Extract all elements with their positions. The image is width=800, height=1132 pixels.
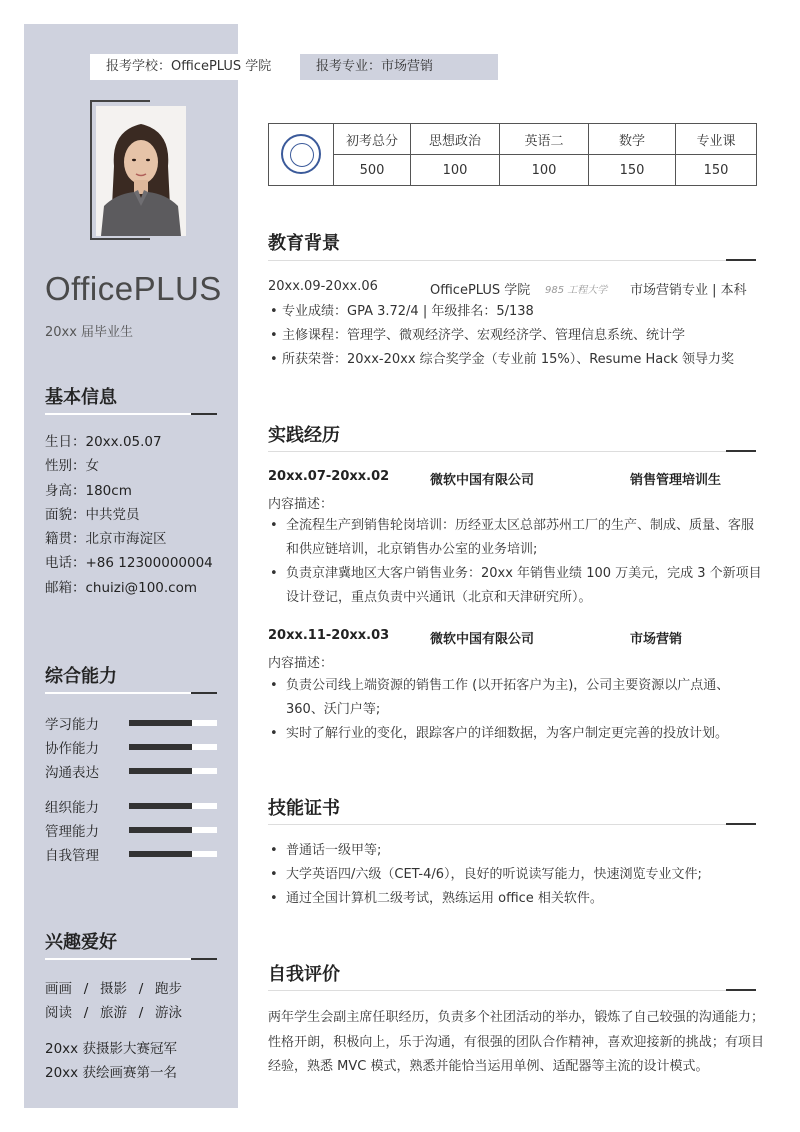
ability-row xyxy=(45,793,220,817)
education-school: OfficePLUS 学院 xyxy=(430,283,531,298)
hobby-item: 阅读 xyxy=(45,1005,72,1021)
hobby-item: 游泳 xyxy=(155,1005,182,1021)
candidate-name: OfficePLUS xyxy=(45,270,222,307)
ability-bar xyxy=(129,744,217,750)
education-divider xyxy=(268,260,756,261)
hobby-item: 旅游 xyxy=(100,1005,127,1021)
self-eval-divider xyxy=(268,990,756,991)
job-period: 20xx.11-20xx.03 xyxy=(268,628,390,643)
score-header: 数学 xyxy=(589,124,676,155)
abilities-heading: 综合能力 xyxy=(45,666,117,687)
score-header: 思想政治 xyxy=(411,124,500,155)
ability-bar xyxy=(129,827,217,833)
job-bullet: • 负责京津冀地区大客户销售业务：20xx 年销售业绩 100 万美元，完成 3 个新项目设计登记，重点负责中兴通讯（北京和天津研究所）。 xyxy=(268,562,764,610)
score-header: 初考总分 xyxy=(334,124,411,155)
ability-label: 沟通表达 xyxy=(45,765,99,781)
apply-major: 报考专业：市场营销 xyxy=(300,54,498,80)
job-period: 20xx.07-20xx.02 xyxy=(268,469,390,484)
score-value: 150 xyxy=(676,155,757,186)
hobbies-divider xyxy=(45,958,217,960)
ability-label: 自我管理 xyxy=(45,848,99,864)
job-role: 市场营销 xyxy=(630,632,683,647)
job-company: 微软中国有限公司 xyxy=(430,473,535,488)
info-height: 身高：180cm xyxy=(45,482,132,499)
photo-frame xyxy=(90,100,192,240)
score-value: 100 xyxy=(411,155,500,186)
job-bullet: • 全流程生产到销售轮岗培训：历经亚太区总部苏州工厂的生产、制成、质量、客服和供应链培训，北京销售办公室的业务培训; xyxy=(268,514,764,562)
ability-label: 管理能力 xyxy=(45,824,99,840)
job-role: 销售管理培训生 xyxy=(630,473,722,488)
education-tag: 985 工程大学 xyxy=(545,285,608,296)
self-eval-heading: 自我评价 xyxy=(268,964,340,985)
hobbies-heading: 兴趣爱好 xyxy=(45,932,117,953)
skill-bullet: • 通过全国计算机二级考试，熟练运用 office 相关软件。 xyxy=(268,887,764,911)
hobby-item: 跑步 xyxy=(155,981,182,997)
ability-row xyxy=(45,817,220,841)
hobby-row: 阅读 / 旅游 / 游泳 xyxy=(45,1005,182,1021)
award-item: 20xx 获摄影大赛冠军 xyxy=(45,1041,177,1057)
ability-label: 协作能力 xyxy=(45,741,99,757)
school-seal-cell xyxy=(269,124,334,186)
ability-row xyxy=(45,710,220,734)
score-value: 100 xyxy=(500,155,589,186)
hobby-item: 画画 xyxy=(45,981,72,997)
skill-bullet: • 大学英语四/六级（CET-4/6），良好的听说读写能力，快速浏览专业文件; xyxy=(268,863,764,887)
education-major: 市场营销专业 | 本科 xyxy=(630,283,747,298)
basic-info-heading: 基本信息 xyxy=(45,387,117,408)
score-header: 英语二 xyxy=(500,124,589,155)
info-political: 面貌：中共党员 xyxy=(45,506,140,523)
ability-label: 组织能力 xyxy=(45,800,99,816)
award-item: 20xx 获绘画赛第一名 xyxy=(45,1065,177,1081)
apply-school: 报考学校：OfficePLUS 学院 xyxy=(90,54,287,80)
profile-photo xyxy=(96,106,186,236)
practice-divider xyxy=(268,451,756,452)
ability-bar xyxy=(129,720,217,726)
info-email: 邮箱：chuizi@100.com xyxy=(45,579,198,596)
info-hometown: 籍贯：北京市海淀区 xyxy=(45,531,167,548)
info-birthday: 生日：20xx.05.07 xyxy=(45,434,162,450)
job-header xyxy=(268,469,722,488)
education-row xyxy=(268,279,747,298)
job-desc-label: 内容描述： xyxy=(268,497,334,512)
hobby-row: 画画 / 摄影 / 跑步 xyxy=(45,981,182,997)
skills-heading: 技能证书 xyxy=(268,798,340,819)
skill-bullet: • 普通话一级甲等; xyxy=(268,839,764,863)
info-phone: 电话：+86 12300000004 xyxy=(45,555,213,572)
abilities-divider xyxy=(45,692,217,694)
skills-divider xyxy=(268,824,756,825)
ability-row xyxy=(45,758,220,782)
graduation-year: 20xx 届毕业生 xyxy=(45,325,134,340)
education-bullet: • 专业成绩：GPA 3.72/4 | 年级排名：5/138 xyxy=(268,300,764,324)
score-value: 500 xyxy=(334,155,411,186)
job-bullet: • 负责公司线上端资源的销售工作 (以开拓客户为主)，公司主要资源以广点通、360、沃门户等; xyxy=(268,674,764,722)
score-header: 专业课 xyxy=(676,124,757,155)
ability-bar xyxy=(129,768,217,774)
education-period: 20xx.09-20xx.06 xyxy=(268,279,378,294)
ability-bar xyxy=(129,803,217,809)
job-bullet: • 实时了解行业的变化，跟踪客户的详细数据，为客户制定更完善的投放计划。 xyxy=(268,722,764,746)
education-bullet: • 所获荣誉：20xx-20xx 综合奖学金（专业前 15%）、Resume Hack 领导力奖 xyxy=(268,348,764,372)
portrait-image xyxy=(96,106,186,236)
job-desc-label: 内容描述： xyxy=(268,656,334,671)
basic-info-divider xyxy=(45,413,217,415)
school-seal-icon xyxy=(281,134,321,174)
info-gender: 性别：女 xyxy=(45,458,99,475)
practice-heading: 实践经历 xyxy=(268,425,340,446)
self-eval-text: 两年学生会副主席任职经历，负责多个社团活动的举办，锻炼了自己较强的沟通能力；性格开朗，积极向上，乐于沟通，有很强的团队合作精神，喜欢迎接新的挑战；有项目经验，熟悉 MVC 模式，熟悉并能恰当运用单例、适配器等主流的设计模式。 xyxy=(268,1010,764,1074)
job-company: 微软中国有限公司 xyxy=(430,632,535,647)
hobby-item: 摄影 xyxy=(100,981,127,997)
education-bullet: • 主修课程：管理学、微观经济学、宏观经济学、管理信息系统、统计学 xyxy=(268,324,764,348)
ability-row xyxy=(45,734,220,758)
education-heading: 教育背景 xyxy=(268,233,340,254)
score-table xyxy=(268,123,757,186)
job-header xyxy=(268,628,683,647)
ability-bar xyxy=(129,851,217,857)
ability-label: 学习能力 xyxy=(45,717,99,733)
score-value: 150 xyxy=(589,155,676,186)
basic-info-list xyxy=(45,430,213,600)
ability-row xyxy=(45,841,220,865)
